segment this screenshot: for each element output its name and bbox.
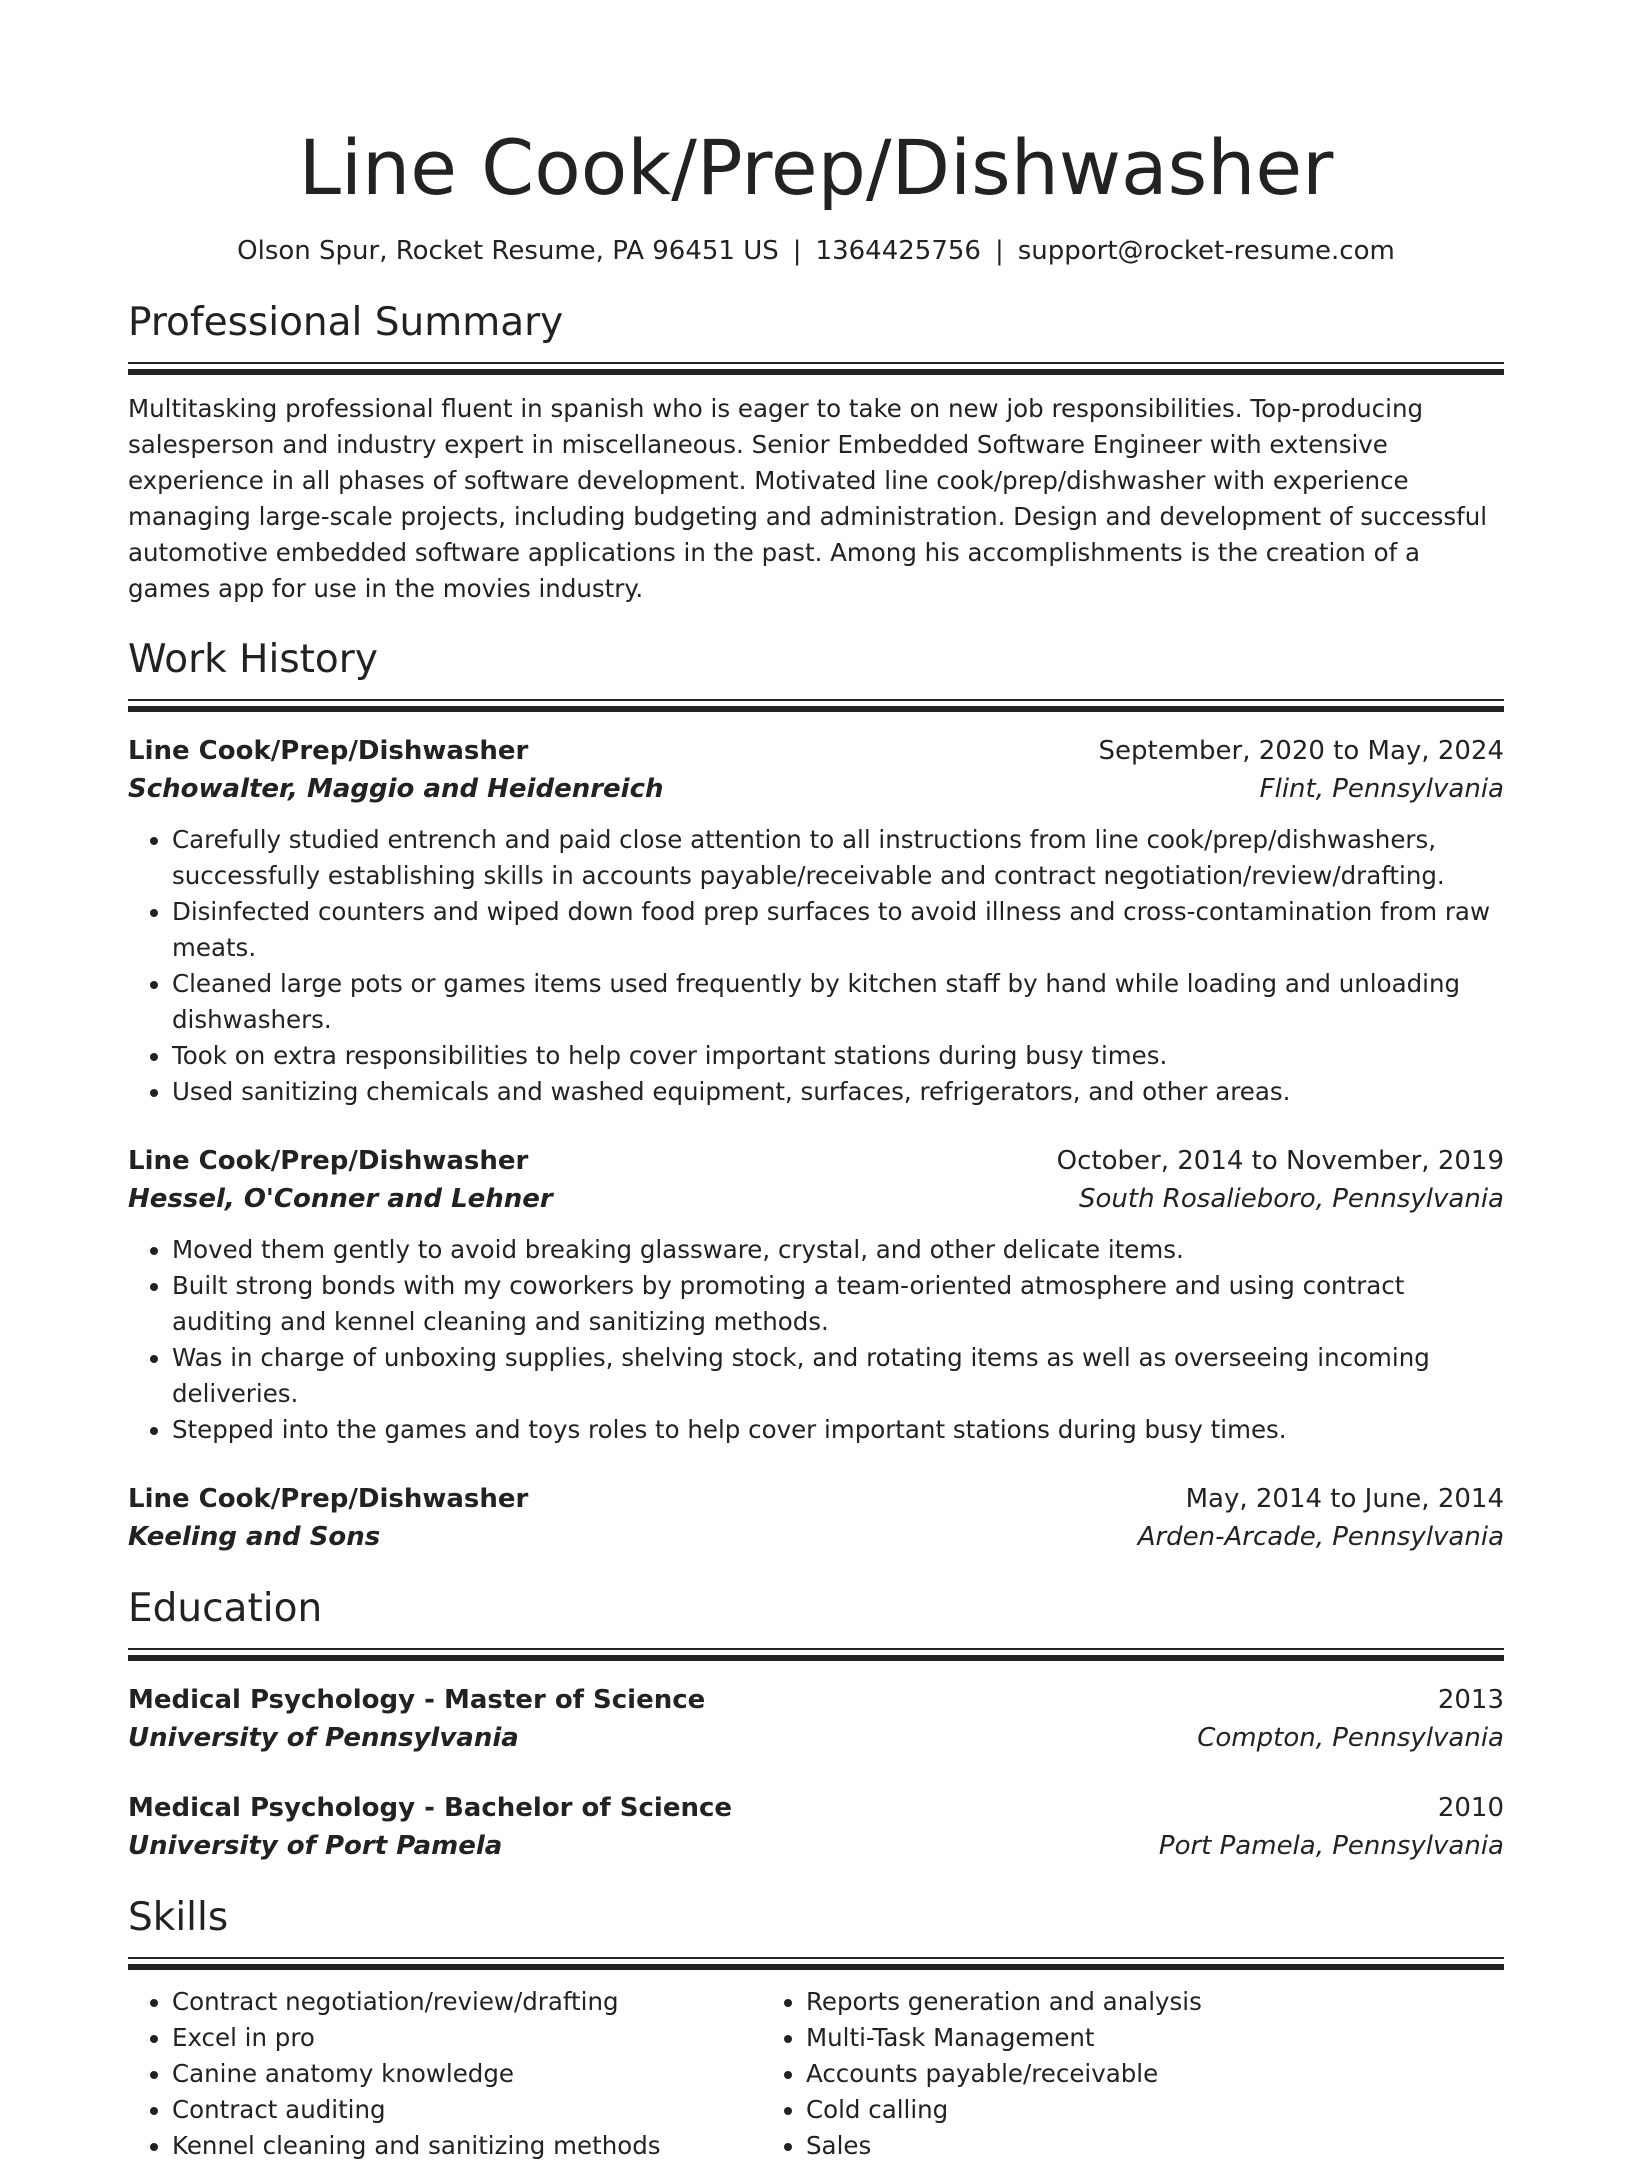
job-title: Line Cook/Prep/Dishwasher [128,1484,529,1514]
skills-list-right [762,1984,1396,2164]
section-title: Work History [128,637,378,682]
job-location: Arden-Arcade, Pennsylvania [1137,1522,1504,1552]
education-degree: Medical Psychology - Master of Science [128,1685,706,1715]
resume-name: Line Cook/Prep/Dishwasher [298,123,1334,212]
list-item: • Excel in pro [172,2020,762,2056]
contact-separator: | [792,236,802,266]
contact-separator: | [994,236,1004,266]
education-school: University of Port Pamela [128,1831,503,1861]
education-school: University of Pennsylvania [128,1723,519,1753]
section-divider [128,369,1504,375]
summary-text: Multitasking professional fluent in spanish who is eager to take on new job responsibilities. Top-producing salesperson and industry expert in miscellaneous. Senior Embedded Software Engineer with extensive experience in all phases of software development. Motivated line cook/prep/dishwasher with experience managing large-scale projects, including budgeting and administration. Design and development of successful automotive embedded software applications in the past. Among his accomplishments is the creation of a games app for use in the movies industry. [128,394,1488,603]
section-title: Skills [128,1895,229,1940]
education-location: Port Pamela, Pennsylvania [1158,1831,1504,1861]
list-item: • Contract auditing [172,2092,762,2128]
resume-page [128,118,1504,2164]
list-item: • Cleaned large pots or games items used frequently by kitchen staff by hand while loading and unloading dishwashers. [172,966,1504,1038]
list-item: • Stepped into the games and toys roles to help cover important stations during busy times. [172,1412,1504,1448]
section-divider [128,699,1504,701]
contact-phone: 1364425756 [815,236,981,266]
job-entry [128,732,1504,1110]
contact-line [128,232,1504,270]
education-entry [128,1789,1504,1865]
job-bullets [128,1232,1504,1448]
section-divider [128,1964,1504,1970]
summary-section [128,296,1504,607]
education-year: 2013 [1437,1685,1504,1715]
job-company: Hessel, O'Conner and Lehner [128,1184,553,1214]
education-section [128,1582,1504,1865]
list-item: • Canine anatomy knowledge [172,2056,762,2092]
education-degree: Medical Psychology - Bachelor of Science [128,1793,733,1823]
job-entry [128,1142,1504,1448]
education-year: 2010 [1437,1793,1504,1823]
list-item: • Took on extra responsibilities to help cover important stations during busy times. [172,1038,1504,1074]
section-title: Professional Summary [128,300,564,345]
education-location: Compton, Pennsylvania [1197,1723,1504,1753]
list-item: • Disinfected counters and wiped down food prep surfaces to avoid illness and cross-contamination from raw meats. [172,894,1504,966]
list-item: • Sales [806,2128,1396,2164]
work-history-section [128,633,1504,1556]
section-divider [128,1648,1504,1650]
list-item: • Was in charge of unboxing supplies, shelving stock, and rotating items as well as overseeing incoming deliveries. [172,1340,1504,1412]
section-divider [128,1957,1504,1959]
list-item: • Used sanitizing chemicals and washed equipment, surfaces, refrigerators, and other areas. [172,1074,1504,1110]
list-item: • Multi-Task Management [806,2020,1396,2056]
section-divider [128,362,1504,364]
job-entry [128,1480,1504,1556]
list-item: • Kennel cleaning and sanitizing methods [172,2128,762,2164]
job-dates: May, 2014 to June, 2014 [1185,1484,1504,1514]
list-item: • Built strong bonds with my coworkers by promoting a team-oriented atmosphere and using contract auditing and kennel cleaning and sanitizing methods. [172,1268,1504,1340]
contact-email[interactable]: support@rocket-resume.com [1017,236,1395,266]
list-item: • Reports generation and analysis [806,1984,1396,2020]
job-location: South Rosalieboro, Pennsylvania [1078,1184,1504,1214]
skills-section [128,1891,1504,2164]
job-location: Flint, Pennsylvania [1259,774,1504,804]
section-divider [128,1655,1504,1661]
list-item: • Carefully studied entrench and paid close attention to all instructions from line cook/prep/dishwashers, successfully establishing skills in accounts payable/receivable and contract negotiation/review/drafting. [172,822,1504,894]
contact-address: Olson Spur, Rocket Resume, PA 96451 US [237,236,779,266]
skills-columns [128,1984,1504,2164]
job-title: Line Cook/Prep/Dishwasher [128,1146,529,1176]
skills-list-left [128,1984,762,2164]
education-entry [128,1681,1504,1757]
list-item: • Cold calling [806,2092,1396,2128]
job-bullets [128,822,1504,1110]
section-title: Education [128,1586,323,1631]
job-company: Keeling and Sons [128,1522,381,1552]
job-dates: October, 2014 to November, 2019 [1056,1146,1504,1176]
list-item: • Contract negotiation/review/drafting [172,1984,762,2020]
job-company: Schowalter, Maggio and Heidenreich [128,774,664,804]
section-divider [128,706,1504,712]
job-title: Line Cook/Prep/Dishwasher [128,736,529,766]
list-item: • Accounts payable/receivable [806,2056,1396,2092]
list-item: • Moved them gently to avoid breaking glassware, crystal, and other delicate items. [172,1232,1504,1268]
job-dates: September, 2020 to May, 2024 [1098,736,1504,766]
